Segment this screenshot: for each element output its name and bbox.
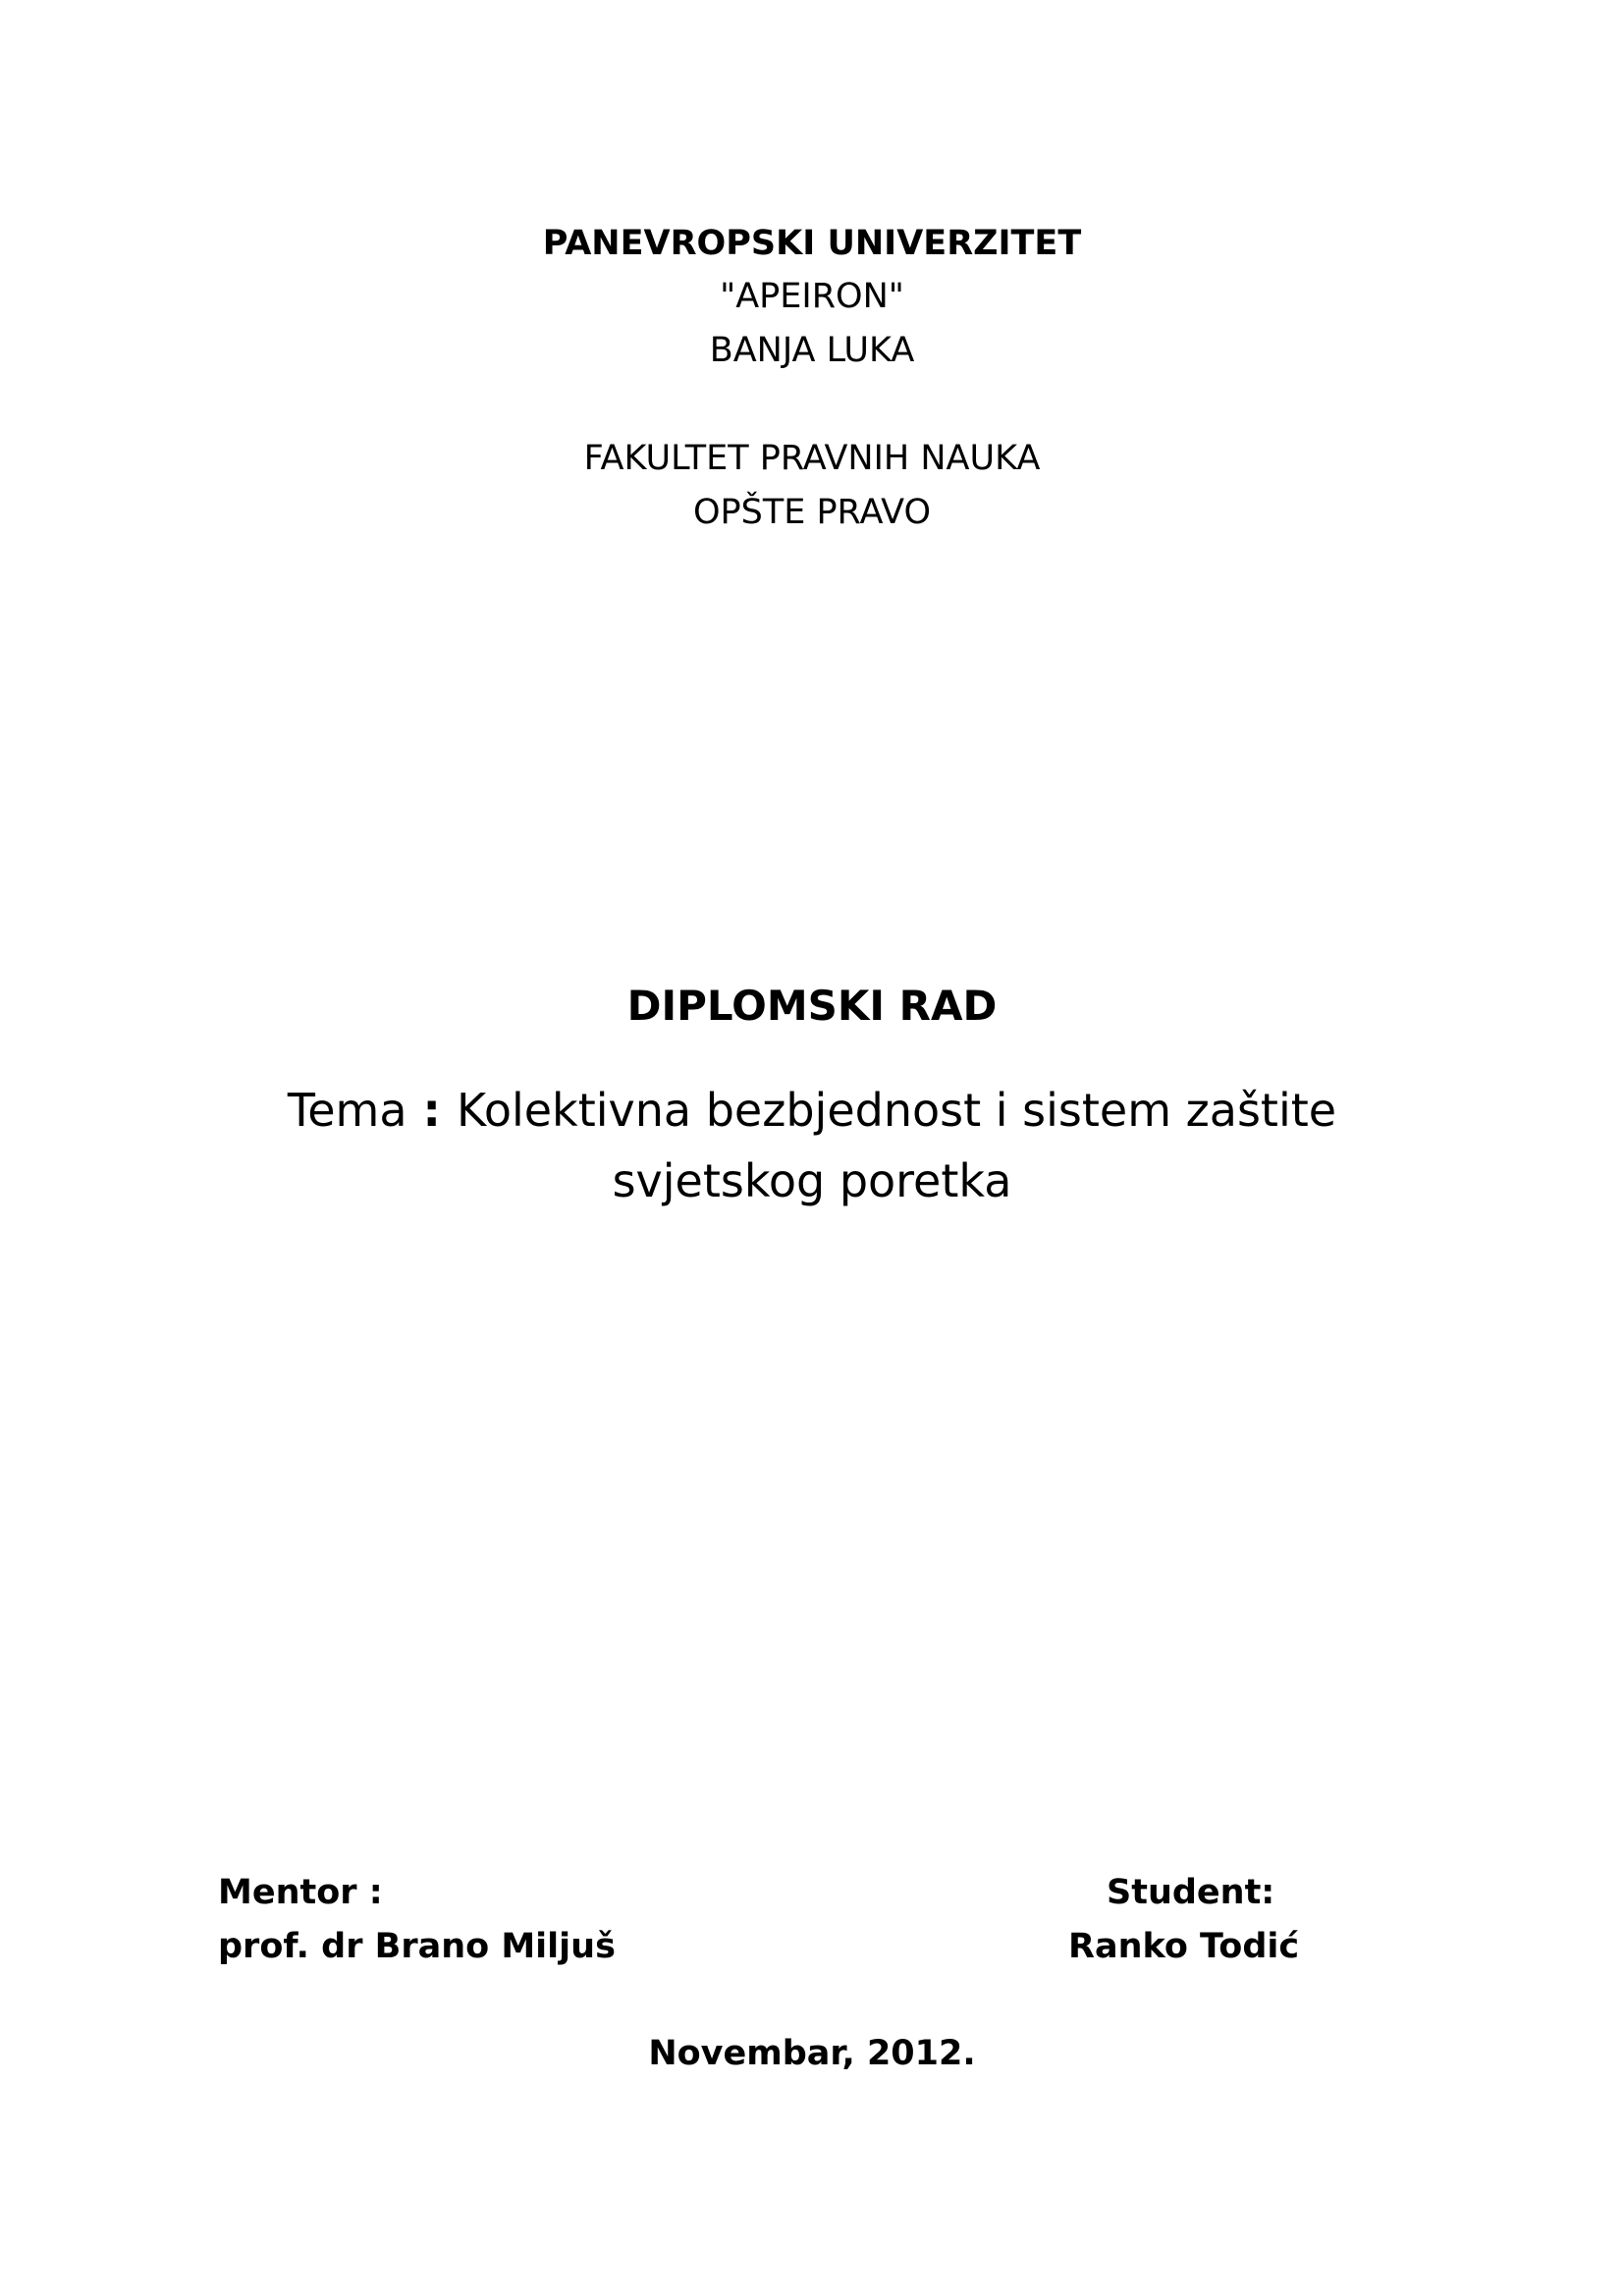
faculty-name: FAKULTET PRAVNIH NAUKA [583, 439, 1041, 478]
topic-colon: : [406, 1084, 457, 1137]
student-name: Ranko Todić [1068, 1927, 1300, 1966]
thesis-topic-line-2: svjetskog poretka [612, 1154, 1012, 1207]
submission-date: Novembar, 2012. [648, 2034, 976, 2073]
mentor-label: Mentor : [218, 1873, 383, 1912]
topic-prefix: Tema [287, 1084, 407, 1137]
topic-text: Kolektivna bezbjednost i sistem zaštite [456, 1084, 1337, 1137]
thesis-title: DIPLOMSKI RAD [626, 982, 998, 1030]
mentor-name: prof. dr Brano Miljuš [218, 1927, 616, 1966]
thesis-topic-line-1 [0, 1084, 1624, 1137]
university-short-name: "APEIRON" [720, 277, 904, 316]
student-label: Student: [1107, 1873, 1275, 1912]
university-name: PANEVROPSKI UNIVERZITET [542, 224, 1082, 263]
department-name: OPŠTE PRAVO [692, 493, 932, 532]
university-city: BANJA LUKA [709, 331, 915, 370]
